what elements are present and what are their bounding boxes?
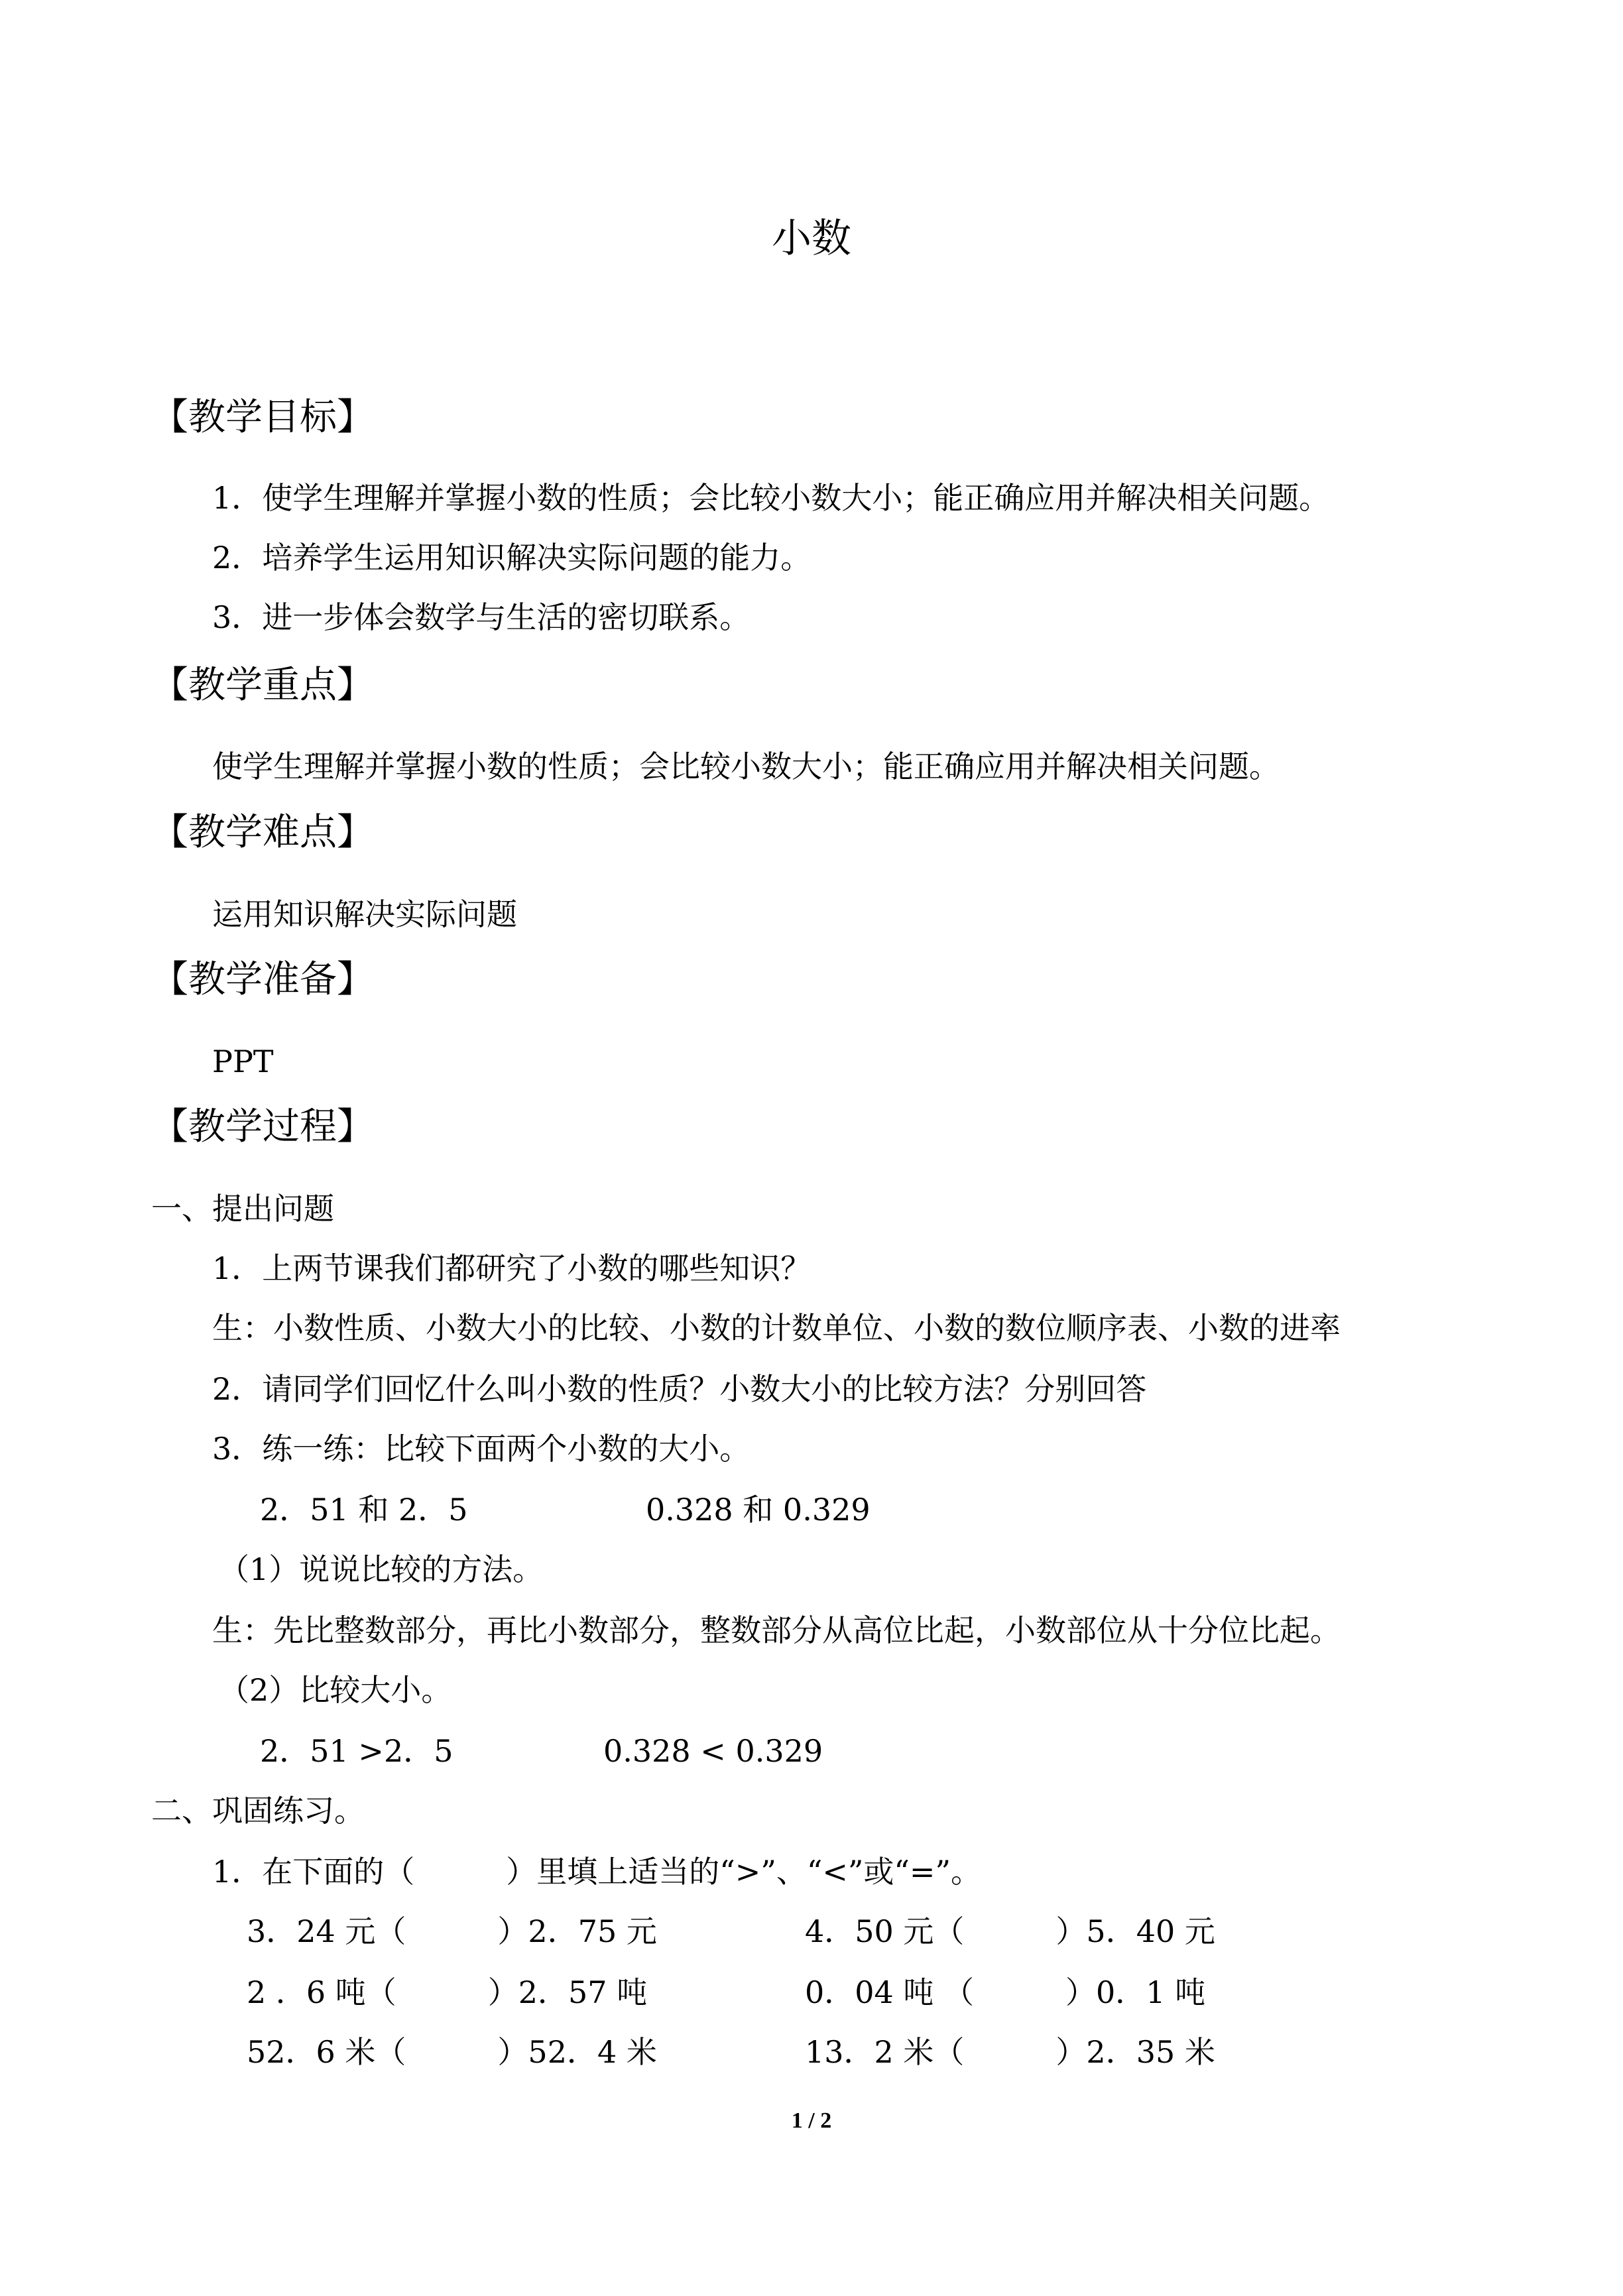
exercise-row-1-right: 4．50 元（ ）5．40 元 [805, 1913, 1215, 1949]
exercise-row-3-right: 13．2 米（ ）2．35 米 [805, 2034, 1215, 2070]
heading-key-points: 【教学重点】 [151, 664, 374, 707]
compare-pair-a: 2．51 和 2．5 [260, 1492, 468, 1528]
difficulties-text: 运用知识解决实际问题 [212, 896, 517, 932]
part1-question-3: 3．练一练：比较下面两个小数的大小。 [212, 1431, 751, 1467]
exercise-row-1-left: 3．24 元（ ）2．75 元 [247, 1913, 657, 1949]
key-points-text: 使学生理解并掌握小数的性质；会比较小数大小；能正确应用并解决相关问题。 [212, 749, 1280, 784]
part1-sub-1: （1）说说比较的方法。 [219, 1551, 544, 1587]
exercise-row-2-right: 0．04 吨 （ ）0．1 吨 [805, 1974, 1206, 2010]
part2-question-1: 1．在下面的（ ）里填上适当的“>”、“<”或“=”。 [212, 1854, 981, 1890]
part1-answer-2: 生：先比整数部分，再比小数部分，整数部分从高位比起，小数部位从十分位比起。 [212, 1612, 1341, 1648]
part1-answer-1: 生：小数性质、小数大小的比较、小数的计数单位、小数的数位顺序表、小数的进率 [212, 1310, 1341, 1346]
part1-title: 一、提出问题 [151, 1191, 334, 1227]
goal-item-2: 2．培养学生运用知识解决实际问题的能力。 [212, 540, 812, 575]
heading-difficulties: 【教学难点】 [151, 811, 374, 854]
result-a: 2．51 >2．5 [260, 1733, 453, 1769]
part1-sub-2: （2）比较大小。 [219, 1672, 452, 1708]
document-title: 小数 [772, 215, 851, 262]
heading-teaching-goals: 【教学目标】 [151, 396, 374, 439]
exercise-row-2-left: 2 ．6 吨（ ）2．57 吨 [247, 1974, 648, 2010]
part1-question-2: 2．请同学们回忆什么叫小数的性质？小数大小的比较方法？分别回答 [212, 1371, 1147, 1407]
compare-pair-b: 0.328 和 0.329 [646, 1492, 871, 1528]
heading-preparation: 【教学准备】 [151, 958, 374, 1001]
preparation-text: PPT [212, 1044, 274, 1079]
heading-process: 【教学过程】 [151, 1105, 374, 1148]
result-b: 0.328 < 0.329 [603, 1733, 823, 1769]
part1-question-1: 1．上两节课我们都研究了小数的哪些知识？ [212, 1250, 812, 1286]
goal-item-3: 3．进一步体会数学与生活的密切联系。 [212, 599, 751, 635]
page-number: 1 / 2 [791, 2108, 832, 2133]
exercise-row-3-left: 52．6 米（ ）52．4 米 [247, 2034, 657, 2070]
part2-title: 二、巩固练习。 [151, 1793, 365, 1829]
goal-item-1: 1．使学生理解并掌握小数的性质；会比较小数大小；能正确应用并解决相关问题。 [212, 480, 1330, 516]
